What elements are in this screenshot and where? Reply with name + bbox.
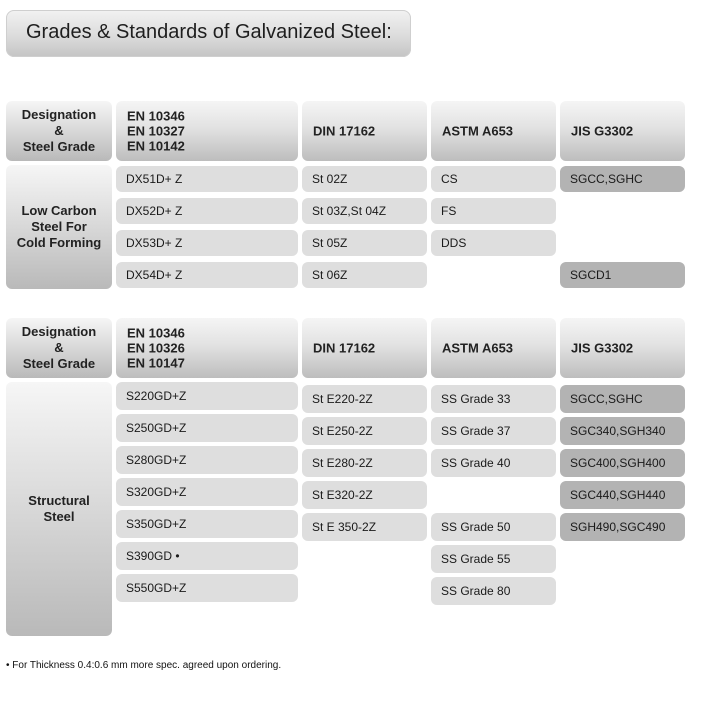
t1-row1-astm (431, 166, 556, 192)
t2-designation-line1: Designation (21, 324, 97, 339)
t2-en-row7 (116, 574, 298, 602)
t2-astm-row4-value: SS Grade 50 (441, 520, 511, 534)
t2-en-row6-value: S390GD • (126, 549, 180, 563)
t2-din-row5-value: St E 350-2Z (312, 520, 377, 534)
t2-en-row3 (116, 446, 298, 474)
t1-row1-en (116, 166, 298, 192)
t1-row3-astm (431, 230, 556, 256)
t2-en-row1-value: S220GD+Z (126, 389, 187, 403)
t2-din-row4 (302, 481, 427, 509)
t1-row1-jis-value: SGCC,SGHC (570, 172, 643, 186)
t1-row3-din-value: St 05Z (312, 236, 348, 250)
t1-category-cell (6, 165, 112, 289)
t2-din-row3-value: St E280-2Z (312, 456, 373, 470)
t1-row2-astm (431, 198, 556, 224)
t2-jis-row2-value: SGC340,SGH340 (570, 424, 666, 438)
t2-jis-header (560, 318, 685, 378)
t2-astm-row5-value: SS Grade 55 (441, 552, 511, 566)
t1-row4-din-value: St 06Z (312, 268, 348, 282)
t1-designation-header (6, 101, 112, 161)
t2-jis-row5-value: SGH490,SGC490 (570, 520, 666, 534)
footnote: • For Thickness 0.4:0.6 mm more spec. agreed upon ordering. (6, 660, 282, 671)
t1-row4-jis-value: SGCD1 (570, 268, 612, 282)
t1-category-line2: Steel For (31, 219, 87, 234)
t2-en-row2-value: S250GD+Z (126, 421, 187, 435)
t2-astm-header-label: ASTM A653 (442, 340, 514, 356)
t1-row1-jis (560, 166, 685, 192)
t1-row1-din-value: St 02Z (312, 172, 348, 186)
t2-jis-row1 (560, 385, 685, 413)
t1-row2-din (302, 198, 427, 224)
t1-jis-header-label: JIS G3302 (571, 123, 634, 139)
t2-jis-row2 (560, 417, 685, 445)
t1-row4-en-value: DX54D+ Z (126, 268, 183, 282)
t2-jis-row5 (560, 513, 685, 541)
t2-astm-row3 (431, 449, 556, 477)
t1-jis-header (560, 101, 685, 161)
t2-din-row3 (302, 449, 427, 477)
t2-en-header-line3: EN 10147 (127, 355, 185, 371)
t2-en-row3-value: S280GD+Z (126, 453, 187, 467)
t1-row4-en (116, 262, 298, 288)
t2-en-row6 (116, 542, 298, 570)
page-title (6, 10, 411, 57)
t2-astm-row4 (431, 513, 556, 541)
t2-en-row4-value: S320GD+Z (126, 485, 187, 499)
t2-en-header-line1: EN 10346 (127, 325, 185, 341)
t2-din-row2-value: St E250-2Z (312, 424, 373, 438)
t2-din-row1-value: St E220-2Z (312, 392, 373, 406)
t1-row2-en (116, 198, 298, 224)
t1-row4-jis (560, 262, 685, 288)
t2-din-row1 (302, 385, 427, 413)
t1-en-header-line2: EN 10327 (127, 123, 185, 139)
t2-en-row4 (116, 478, 298, 506)
t1-row3-en (116, 230, 298, 256)
t2-en-header (116, 318, 298, 378)
t2-astm-row6 (431, 577, 556, 605)
t2-astm-row6-value: SS Grade 80 (441, 584, 511, 598)
t1-category-line3: Cold Forming (16, 235, 102, 250)
t1-en-header (116, 101, 298, 161)
t2-astm-row1-value: SS Grade 33 (441, 392, 511, 406)
t2-jis-row4-value: SGC440,SGH440 (570, 488, 666, 502)
t2-astm-row2 (431, 417, 556, 445)
t1-row2-astm-value: FS (441, 204, 457, 218)
t2-en-row5-value: S350GD+Z (126, 517, 187, 531)
t2-en-header-line2: EN 10326 (127, 340, 185, 356)
page-title-text: Grades & Standards of Galvanized Steel: (26, 21, 392, 43)
t1-row3-en-value: DX53D+ Z (126, 236, 183, 250)
t2-designation-line3: Steel Grade (22, 356, 96, 371)
t2-designation-line2: & (54, 340, 64, 355)
t1-row4-din (302, 262, 427, 288)
t2-astm-header (431, 318, 556, 378)
t1-row1-astm-value: CS (441, 172, 458, 186)
t1-en-header-line3: EN 10142 (127, 138, 185, 154)
t1-row2-din-value: St 03Z,St 04Z (312, 204, 387, 218)
t2-astm-row5 (431, 545, 556, 573)
t2-category-line1: Structural (28, 493, 90, 508)
t2-en-row2 (116, 414, 298, 442)
t2-din-row5 (302, 513, 427, 541)
t2-jis-row3 (560, 449, 685, 477)
t1-designation-line3: Steel Grade (22, 139, 96, 154)
t2-jis-row4 (560, 481, 685, 509)
t1-designation-line1: Designation (21, 107, 97, 122)
t1-row3-din (302, 230, 427, 256)
t1-en-header-line1: EN 10346 (127, 108, 185, 124)
t1-row3-astm-value: DDS (441, 236, 467, 250)
t2-astm-row2-value: SS Grade 37 (441, 424, 511, 438)
t1-astm-header-label: ASTM A653 (442, 123, 514, 139)
t1-astm-header (431, 101, 556, 161)
t2-din-header (302, 318, 427, 378)
t1-row1-din (302, 166, 427, 192)
t2-category-line2: Steel (43, 509, 75, 524)
t2-category-cell (6, 382, 112, 636)
t2-jis-header-label: JIS G3302 (571, 340, 634, 356)
t2-astm-row1 (431, 385, 556, 413)
t1-row2-en-value: DX52D+ Z (126, 204, 183, 218)
t2-jis-row3-value: SGC400,SGH400 (570, 456, 666, 470)
t1-designation-line2: & (54, 123, 64, 138)
t2-jis-row1-value: SGCC,SGHC (570, 392, 643, 406)
t1-din-header-label: DIN 17162 (313, 123, 376, 139)
t2-en-row5 (116, 510, 298, 538)
t2-astm-row3-value: SS Grade 40 (441, 456, 511, 470)
t2-en-row1 (116, 382, 298, 410)
t1-category-line1: Low Carbon (21, 203, 97, 218)
t2-designation-header (6, 318, 112, 378)
t1-row1-en-value: DX51D+ Z (126, 172, 183, 186)
t2-din-header-label: DIN 17162 (313, 340, 376, 356)
t1-din-header (302, 101, 427, 161)
t2-din-row2 (302, 417, 427, 445)
t2-en-row7-value: S550GD+Z (126, 581, 187, 595)
t2-din-row4-value: St E320-2Z (312, 488, 373, 502)
